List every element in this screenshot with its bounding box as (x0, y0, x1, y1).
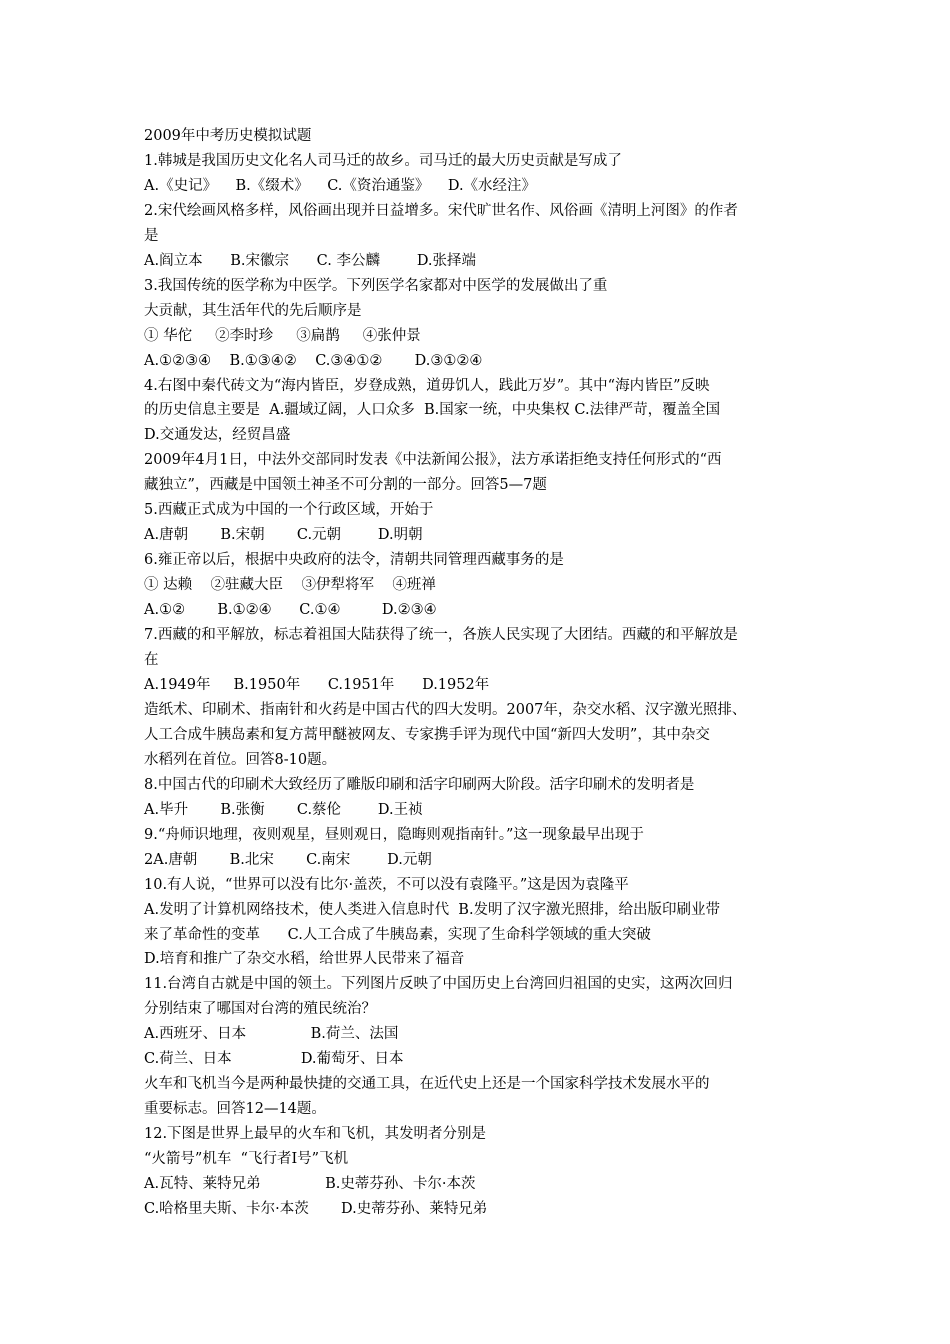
text-line: A.《史记》 B.《缀术》 C.《资治通鉴》 D.《水经注》 (144, 177, 537, 194)
text-line: 的历史信息主要是 A.疆域辽阔，人口众多 B.国家一统，中央集权 C.法律严苛，覆盖全国 (144, 402, 721, 419)
text-line: 9.“舟师识地理，夜则观星，昼则观日，隐晦则观指南针。”这一现象最早出现于 (144, 826, 644, 843)
text-line: A.阎立本 B.宋徽宗 C. 李公麟 D.张择端 (144, 252, 477, 269)
text-line: A.毕升 B.张衡 C.蔡伦 D.王祯 (144, 801, 423, 818)
text-line: 6.雍正帝以后，根据中央政府的法令，清朝共同管理西藏事务的是 (144, 552, 564, 569)
text-line: 人工合成牛胰岛素和复方蒿甲醚被网友、专家携手评为现代中国“新四大发明”，其中杂交 (144, 726, 710, 743)
text-line: 8.中国古代的印刷术大致经历了雕版印刷和活字印刷两大阶段。活字印刷术的发明者是 (144, 776, 695, 793)
text-line: 火车和飞机当今是两种最快捷的交通工具，在近代史上还是一个国家科学技术发展水平的 (144, 1076, 710, 1093)
text-line: A.西班牙、日本 B.荷兰、法国 (144, 1026, 399, 1043)
text-line: 3.我国传统的医学称为中医学。下列医学名家都对中医学的发展做出了重 (144, 277, 608, 294)
text-line: 5.西藏正式成为中国的一个行政区域，开始于 (144, 502, 434, 519)
text-line: D.培育和推广了杂交水稻，给世界人民带来了福音 (144, 951, 465, 968)
text-line: 11.台湾自古就是中国的领土。下列图片反映了中国历史上台湾回归祖国的史实，这两次回归 (144, 976, 733, 993)
text-line: 藏独立”，西藏是中国领土神圣不可分割的一部分。回答5—7题 (144, 477, 547, 494)
text-line: 1.韩城是我国历史文化名人司马迁的故乡。司马迁的最大历史贡献是写成了 (144, 152, 622, 169)
text-line: “火箭号”机车 “飞行者Ⅰ号”飞机 (144, 1151, 349, 1168)
text-line: A.瓦特、莱特兄弟 B.史蒂芬孙、卡尔·本茨 (144, 1176, 476, 1193)
text-line: A.1949年 B.1950年 C.1951年 D.1952年 (144, 676, 490, 693)
text-line: D.交通发达，经贸昌盛 (144, 427, 291, 444)
text-line: 水稻列在首位。回答8-10题。 (144, 751, 337, 768)
text-line: A.发明了计算机网络技术，使人类进入信息时代 B.发明了汉字激光照排，给出版印刷业带 (144, 901, 721, 918)
text-line: 4.右图中秦代砖文为“海内皆臣，岁登成熟，道毋饥人，践此万岁”。其中“海内皆臣”反映 (144, 377, 710, 394)
text-line: 来了革命性的变革 C.人工合成了牛胰岛素，实现了生命科学领域的重大突破 (144, 926, 651, 943)
text-line: 10.有人说，“世界可以没有比尔·盖茨，不可以没有袁隆平。”这是因为袁隆平 (144, 876, 629, 893)
document-body (144, 124, 812, 1222)
text-line: A.①②③④ B.①③④② C.③④①② D.③①②④ (144, 352, 483, 369)
text-line: 12.下图是世界上最早的火车和飞机，其发明者分别是 (144, 1126, 487, 1143)
text-line: 2A.唐朝 B.北宋 C.南宋 D.元朝 (144, 851, 432, 868)
text-line: 重要标志。回答12—14题。 (144, 1101, 326, 1118)
document-title: 2009年中考历史模拟试题 (144, 128, 312, 144)
text-line: A.唐朝 B.宋朝 C.元朝 D.明朝 (144, 527, 423, 544)
text-line: C.哈格里夫斯、卡尔·本茨 D.史蒂芬孙、莱特兄弟 (144, 1200, 488, 1217)
text-line: C.荷兰、日本 D.葡萄牙、日本 (144, 1051, 404, 1068)
text-line: 在 (144, 652, 159, 669)
text-line: 分别结束了哪国对台湾的殖民统治？ (144, 1001, 376, 1018)
text-line: 大贡献，其生活年代的先后顺序是 (144, 302, 362, 319)
text-line: 2.宋代绘画风格多样，风俗画出现并日益增多。宋代旷世名作、风俗画《清明上河图》的作者 (144, 202, 738, 219)
text-line: A.①② B.①②④ C.①④ D.②③④ (144, 602, 437, 619)
text-line: ① 达赖 ②驻藏大臣 ③伊犁将军 ④班禅 (144, 577, 436, 594)
text-line: 2009年4月1日，中法外交部同时发表《中法新闻公报》，法方承诺拒绝支持任何形式的“西 (144, 452, 722, 469)
text-line: ① 华佗 ②李时珍 ③扁鹊 ④张仲景 (144, 327, 421, 344)
text-line: 造纸术、印刷术、指南针和火药是中国古代的四大发明。2007年，杂交水稻、汉字激光照排、 (144, 701, 747, 718)
text-line: 7.西藏的和平解放，标志着祖国大陆获得了统一，各族人民实现了大团结。西藏的和平解放是 (144, 627, 738, 644)
text-line: 是 (144, 227, 159, 244)
